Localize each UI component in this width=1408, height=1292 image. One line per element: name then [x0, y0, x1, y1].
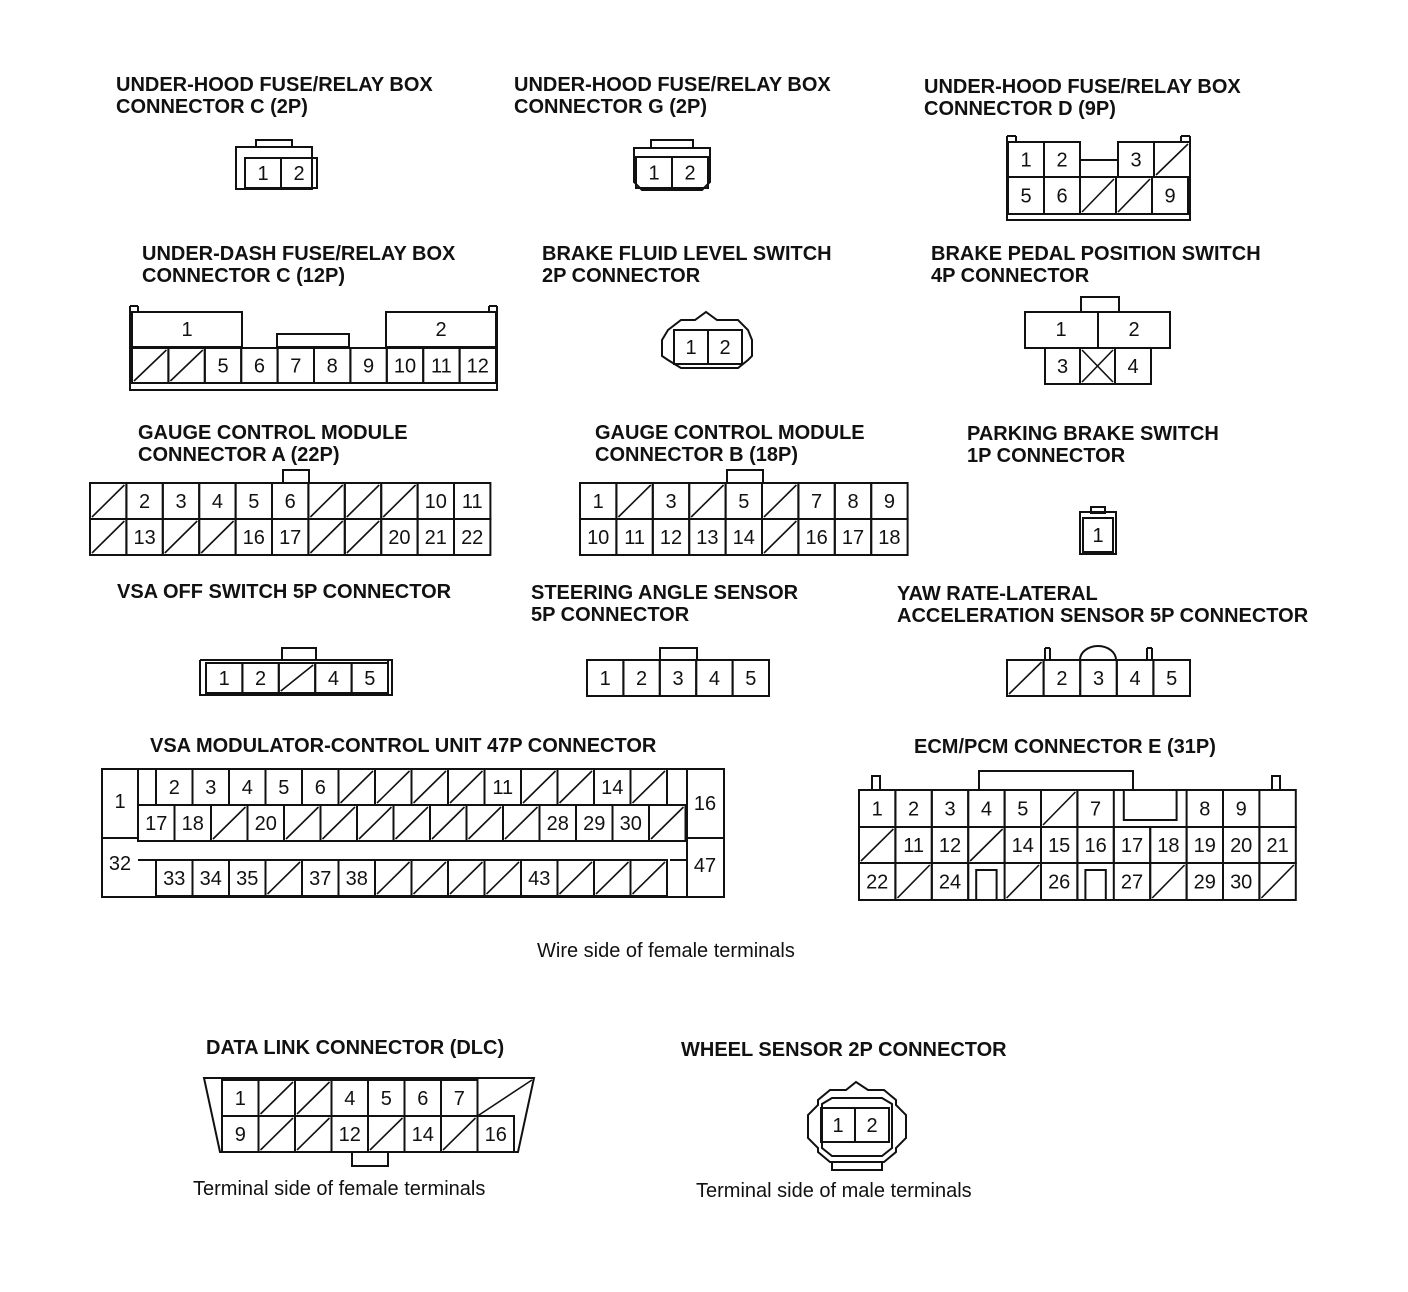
- terminal-number: 6: [1056, 185, 1068, 208]
- unused-terminal-slash: [323, 807, 356, 839]
- terminal-number: 1: [648, 162, 660, 185]
- connector-post: [1272, 776, 1280, 790]
- unused-terminal-slash: [347, 485, 379, 517]
- terminal-label: 2: [435, 319, 447, 341]
- terminal-number: 2: [1056, 149, 1068, 172]
- unused-terminal-slash: [633, 771, 666, 803]
- unused-terminal-slash: [297, 1118, 330, 1150]
- unused-terminal-slash: [443, 1118, 476, 1150]
- terminal-number: 35: [236, 868, 259, 890]
- terminal-label: 2: [1128, 319, 1140, 341]
- terminal-number: 30: [1230, 871, 1253, 894]
- terminal-number: 2: [684, 162, 696, 185]
- connector-latch: [352, 1152, 388, 1166]
- terminal-number: 4: [241, 777, 253, 799]
- terminal-number: 3: [1056, 356, 1069, 378]
- title-line: ECM/PCM CONNECTOR E (31P): [914, 736, 1216, 758]
- terminal-number: 2: [139, 491, 151, 513]
- terminal-number: 9: [1164, 185, 1176, 208]
- connector-latch: [979, 771, 1133, 790]
- unused-terminal-slash: [286, 807, 319, 839]
- unused-terminal-slash: [523, 771, 556, 803]
- terminal-number: 4: [1129, 668, 1141, 690]
- title-line: CONNECTOR C (2P): [116, 96, 308, 118]
- terminal-number: 8: [326, 355, 338, 378]
- terminal-number: 3: [672, 668, 684, 690]
- terminal-number: 5: [364, 668, 376, 690]
- connector-latch: [660, 648, 697, 660]
- terminal-number: 43: [528, 868, 551, 890]
- unused-terminal-slash: [897, 865, 929, 898]
- unused-terminal-slash: [764, 521, 796, 553]
- unused-terminal-slash: [377, 771, 410, 803]
- terminal-number: 12: [466, 355, 489, 378]
- connector-latch: [1081, 297, 1119, 312]
- unused-terminal-slash: [1007, 865, 1039, 898]
- terminal-label: 1: [181, 319, 193, 341]
- terminal-number: 3: [944, 798, 956, 821]
- unused-terminal-slash: [414, 862, 447, 894]
- title-line: BRAKE FLUID LEVEL SWITCH: [542, 243, 832, 265]
- terminal-number: 1: [1020, 149, 1032, 172]
- terminal-number: 4: [211, 491, 223, 513]
- title-line: 1P CONNECTOR: [967, 445, 1126, 467]
- unused-terminal-slash: [1261, 865, 1293, 898]
- terminal-number: 16: [484, 1124, 507, 1146]
- unused-terminal-slash: [560, 862, 593, 894]
- unused-terminal-slash: [618, 485, 650, 517]
- terminal-number: 11: [461, 491, 483, 513]
- unused-terminal-slash: [92, 521, 124, 553]
- terminal-number: 2: [908, 798, 920, 821]
- connector-post: [872, 776, 880, 790]
- title-line: PARKING BRAKE SWITCH: [967, 423, 1219, 445]
- title-line: 5P CONNECTOR: [531, 604, 690, 626]
- terminal-number: 1: [599, 668, 611, 690]
- connector-latch: [1080, 646, 1116, 660]
- terminal-number: 18: [181, 813, 204, 835]
- terminal-number: 5: [1017, 798, 1029, 821]
- connector-latch: [1091, 507, 1105, 513]
- terminal-number: 3: [1130, 149, 1142, 172]
- terminal-number: 8: [847, 491, 859, 513]
- terminal-number: 7: [453, 1088, 465, 1110]
- title-line: CONNECTOR B (18P): [595, 444, 798, 466]
- terminal-number: 38: [345, 868, 368, 890]
- connector-latch: [283, 470, 309, 483]
- unused-terminal-slash: [450, 862, 483, 894]
- terminal-number: 10: [587, 527, 610, 549]
- terminal-number: 7: [290, 355, 302, 378]
- unused-terminal-slash: [134, 350, 166, 381]
- unused-terminal-slash: [970, 829, 1002, 861]
- title-line: CONNECTOR D (9P): [924, 98, 1116, 120]
- unused-terminal-slash: [1082, 179, 1114, 212]
- terminal-number: 17: [279, 527, 302, 549]
- terminal-number: 11: [903, 835, 924, 857]
- terminal-number: 5: [1020, 185, 1032, 208]
- terminal-number: 14: [732, 527, 755, 549]
- terminal-number: 27: [1120, 871, 1144, 894]
- terminal-number: 5: [217, 355, 229, 378]
- title-line: WHEEL SENSOR 2P CONNECTOR: [681, 1039, 1007, 1061]
- terminal-number: 11: [492, 777, 514, 799]
- unused-terminal-slash: [691, 485, 723, 517]
- terminal-number: 28: [546, 813, 569, 835]
- terminal-number: 1: [871, 798, 883, 821]
- unused-terminal-slash: [396, 807, 429, 839]
- terminal-number: 5: [738, 491, 750, 513]
- title-line: CONNECTOR A (22P): [138, 444, 340, 466]
- terminal-number: 30: [619, 813, 642, 835]
- title-line: GAUGE CONTROL MODULE: [595, 422, 865, 444]
- connector-latch: [727, 470, 763, 483]
- title-line: 2P CONNECTOR: [542, 265, 701, 287]
- terminal-number: 4: [1127, 356, 1139, 378]
- title-line: DATA LINK CONNECTOR (DLC): [206, 1037, 505, 1059]
- unused-terminal-slash: [1043, 792, 1075, 825]
- caption-wire-side: Wire side of female terminals: [537, 940, 795, 962]
- unused-terminal-slash: [341, 771, 374, 803]
- terminal-number: 1: [592, 491, 604, 513]
- terminal-label: 47: [693, 855, 717, 877]
- terminal-number: 19: [1193, 835, 1216, 857]
- terminal-number: 9: [1235, 798, 1247, 821]
- title-line: VSA OFF SWITCH 5P CONNECTOR: [117, 581, 452, 603]
- title-line: VSA MODULATOR-CONTROL UNIT 47P CONNECTOR: [150, 735, 657, 757]
- terminal-number: 5: [248, 491, 260, 513]
- terminal-number: 12: [338, 1124, 361, 1146]
- caption-wheel-side: Terminal side of male terminals: [696, 1180, 972, 1202]
- terminal-number: 5: [380, 1088, 392, 1110]
- terminal-number: 3: [665, 491, 677, 513]
- terminal-number: 4: [708, 668, 720, 690]
- terminal-number: 3: [175, 491, 187, 513]
- unused-terminal-slash: [281, 665, 313, 691]
- terminal-number: 6: [314, 777, 326, 799]
- terminal-number: 26: [1048, 871, 1071, 894]
- terminal-number: 3: [205, 777, 217, 799]
- terminal-number: 20: [1230, 835, 1253, 857]
- terminal-number: 14: [601, 777, 624, 799]
- unused-terminal-slash: [170, 350, 202, 381]
- connector-notch: [1077, 863, 1113, 900]
- unused-terminal-slash: [310, 521, 342, 553]
- title-line: 4P CONNECTOR: [931, 265, 1090, 287]
- terminal-number: 22: [461, 527, 484, 549]
- unused-terminal-slash: [261, 1082, 294, 1114]
- unused-terminal-slash: [487, 862, 520, 894]
- terminal-number: 29: [1193, 871, 1216, 894]
- terminal-number: 16: [1084, 835, 1107, 857]
- terminal-number: 18: [1157, 835, 1180, 857]
- title-line: GAUGE CONTROL MODULE: [138, 422, 408, 444]
- terminal-label: 32: [108, 853, 132, 875]
- terminal-number: 16: [242, 527, 265, 549]
- terminal-number: 6: [253, 355, 265, 378]
- terminal-number: 1: [1092, 525, 1104, 547]
- unused-terminal-slash: [92, 485, 124, 517]
- unused-terminal-slash: [861, 829, 893, 861]
- terminal-number: 9: [883, 491, 895, 513]
- unused-terminal-slash: [560, 771, 593, 803]
- terminal-number: 33: [163, 868, 186, 890]
- unused-terminal-slash: [297, 1082, 330, 1114]
- terminal-number: 20: [254, 813, 277, 835]
- terminal-number: 2: [636, 668, 648, 690]
- terminal-number: 6: [284, 491, 296, 513]
- unused-terminal-slash: [370, 1118, 403, 1150]
- terminal-number: 21: [1266, 835, 1289, 857]
- terminal-number: 5: [745, 668, 757, 690]
- title-line: UNDER-HOOD FUSE/RELAY BOX: [116, 74, 433, 96]
- title-line: ACCELERATION SENSOR 5P CONNECTOR: [897, 605, 1309, 627]
- terminal-number: 17: [145, 813, 168, 835]
- connector-notch: [968, 863, 1004, 900]
- title-line: STEERING ANGLE SENSOR: [531, 582, 799, 604]
- terminal-number: 1: [234, 1088, 246, 1110]
- connector-base: [832, 1162, 882, 1170]
- unused-terminal-slash: [1118, 179, 1150, 212]
- title-line: CONNECTOR C (12P): [142, 265, 345, 287]
- terminal-number: 10: [424, 491, 447, 513]
- terminal-number: 14: [1011, 835, 1034, 857]
- unused-terminal-slash: [1152, 865, 1184, 898]
- unused-terminal-slash: [478, 1080, 533, 1116]
- terminal-number: 1: [257, 163, 269, 185]
- terminal-number: 7: [1090, 798, 1102, 821]
- unused-terminal-slash: [505, 807, 538, 839]
- terminal-number: 11: [431, 355, 452, 378]
- terminal-number: 18: [878, 527, 901, 549]
- unused-terminal-slash: [383, 485, 415, 517]
- terminal-number: 12: [938, 835, 962, 857]
- title-line: UNDER-DASH FUSE/RELAY BOX: [142, 243, 456, 265]
- title-line: UNDER-HOOD FUSE/RELAY BOX: [514, 74, 831, 96]
- terminal-label: 16: [693, 793, 717, 815]
- terminal-number: 16: [805, 527, 828, 549]
- terminal-number: 2: [719, 337, 731, 359]
- unused-terminal-slash: [310, 485, 342, 517]
- terminal-number: 17: [841, 527, 865, 549]
- terminal-number: 10: [393, 355, 417, 378]
- terminal-number: 5: [278, 777, 290, 799]
- terminal-number: 1: [218, 668, 230, 690]
- terminal-number: 6: [417, 1088, 429, 1110]
- terminal-number: 7: [811, 491, 823, 513]
- unused-terminal-slash: [377, 862, 410, 894]
- terminal-number: 14: [411, 1124, 434, 1146]
- connector-latch: [282, 648, 316, 660]
- title-line: BRAKE PEDAL POSITION SWITCH: [931, 243, 1261, 265]
- terminal-number: 17: [1120, 835, 1144, 857]
- terminal-number: 3: [1092, 668, 1105, 690]
- connector-latch: [651, 140, 693, 148]
- terminal-number: 9: [363, 355, 375, 378]
- terminal-label: 1: [114, 791, 126, 813]
- unused-terminal-slash: [450, 771, 483, 803]
- terminal-label: 1: [1055, 319, 1067, 341]
- terminal-number: 13: [133, 527, 156, 549]
- unused-terminal-slash: [268, 862, 301, 894]
- unused-terminal-slash: [165, 521, 197, 553]
- terminal-number: 2: [168, 777, 180, 799]
- unused-terminal-slash: [213, 807, 246, 839]
- unused-terminal-slash: [347, 521, 379, 553]
- title-line: CONNECTOR G (2P): [514, 96, 707, 118]
- terminal-number: 13: [696, 527, 719, 549]
- connector-notch: [1114, 790, 1187, 820]
- unused-terminal-slash: [432, 807, 465, 839]
- unused-terminal-slash: [201, 521, 233, 553]
- unused-terminal-slash: [633, 862, 666, 894]
- unused-terminal-slash: [359, 807, 392, 839]
- unused-terminal-slash: [596, 862, 629, 894]
- terminal-number: 8: [1199, 798, 1211, 821]
- terminal-number: 37: [309, 868, 332, 890]
- terminal-number: 22: [866, 871, 889, 894]
- terminal-number: 9: [234, 1124, 246, 1146]
- terminal-number: 2: [866, 1115, 878, 1137]
- terminal-number: 4: [327, 668, 339, 690]
- terminal-number: 15: [1048, 835, 1071, 857]
- terminal-number: 12: [659, 527, 683, 549]
- connector-latch: [256, 140, 292, 147]
- unused-terminal-slash: [469, 807, 502, 839]
- caption-dlc-side: Terminal side of female terminals: [193, 1178, 486, 1200]
- unused-terminal-slash: [1156, 144, 1188, 175]
- terminal-number: 20: [388, 527, 411, 549]
- terminal-number: 1: [832, 1115, 844, 1137]
- unused-terminal-slash: [414, 771, 447, 803]
- terminal-number: 21: [424, 527, 447, 549]
- terminal-number: 4: [980, 798, 992, 821]
- title-line: YAW RATE-LATERAL: [897, 583, 1098, 605]
- terminal-number: 1: [685, 337, 697, 359]
- terminal-number: 2: [1056, 668, 1068, 690]
- terminal-number: 29: [583, 813, 606, 835]
- unused-terminal-slash: [261, 1118, 294, 1150]
- terminal-number: 4: [344, 1088, 356, 1110]
- title-line: UNDER-HOOD FUSE/RELAY BOX: [924, 76, 1241, 98]
- terminal-number: 2: [255, 668, 267, 690]
- terminal-number: 2: [293, 163, 305, 185]
- terminal-number: 5: [1166, 668, 1178, 690]
- terminal-number: 24: [938, 871, 962, 894]
- terminal-number: 34: [199, 868, 222, 890]
- unused-terminal-slash: [764, 485, 796, 517]
- unused-terminal-slash: [651, 807, 684, 839]
- unused-terminal-slash: [1009, 662, 1042, 694]
- connector-latch: [277, 334, 349, 347]
- terminal-number: 11: [624, 527, 645, 549]
